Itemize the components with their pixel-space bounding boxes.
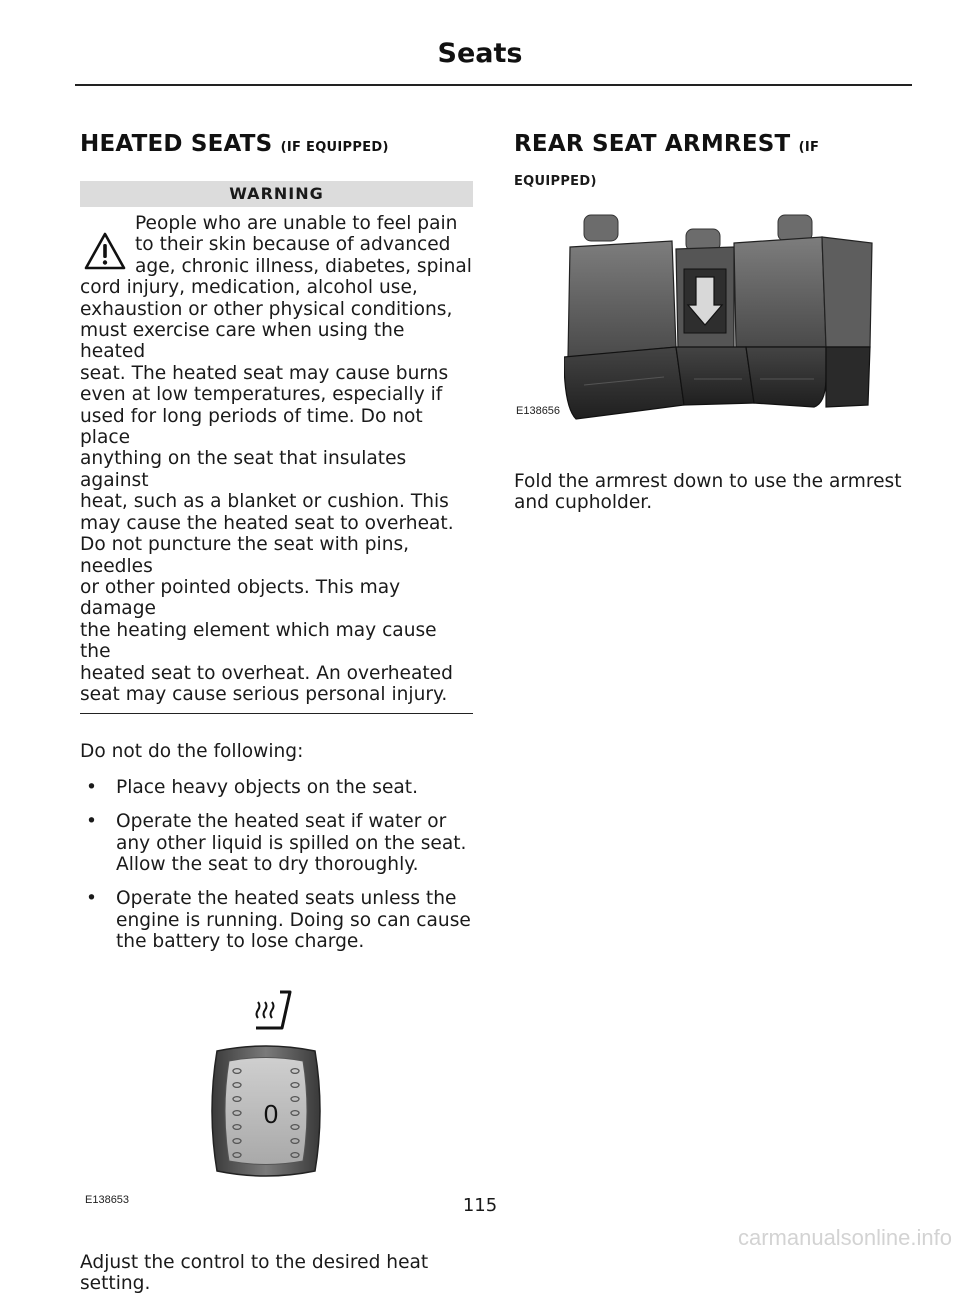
list-item bbox=[80, 777, 473, 798]
heated-seat-icon bbox=[250, 988, 294, 1034]
warning-line: or other pointed objects. This may damage bbox=[80, 576, 401, 620]
warning-triangle-icon bbox=[83, 231, 127, 271]
right-column bbox=[514, 128, 914, 514]
warning-line: age, chronic illness, diabetes, spinal bbox=[135, 255, 472, 277]
warning-line: may cause the heated seat to overheat. bbox=[80, 512, 454, 534]
heated-seats-heading-suffix: (IF EQUIPPED) bbox=[280, 140, 389, 155]
figure-code: E138653 bbox=[85, 1193, 130, 1206]
warning-line: heated seat to overheat. An overheated bbox=[80, 662, 453, 684]
warning-line: the heating element which may cause the bbox=[80, 619, 437, 663]
rear-seat-armrest-figure bbox=[514, 207, 914, 447]
watermark-text: carmanualsonline.info bbox=[737, 1225, 952, 1250]
warning-text-block bbox=[80, 213, 473, 705]
warning-line: even at low temperatures, especially if bbox=[80, 384, 443, 406]
bullet-icon: • bbox=[86, 776, 97, 798]
list-item-text: Operate the heated seat if water or any other liquid is spilled on the seat. Allow the seat to dry thoroughly. bbox=[116, 811, 467, 875]
figure-code: E138656 bbox=[516, 405, 561, 417]
armrest-instruction: Fold the armrest down to use the armrest and cupholder. bbox=[514, 471, 902, 514]
knob-position-label: 0 bbox=[263, 1098, 279, 1129]
warning-line: seat may cause serious personal injury. bbox=[80, 683, 448, 705]
warning-line: exhaustion or other physical conditions, bbox=[80, 298, 453, 320]
warning-line: heat, such as a blanket or cushion. This bbox=[80, 491, 449, 513]
list-item bbox=[80, 811, 473, 875]
bullet-icon: • bbox=[86, 811, 97, 833]
warning-line: People who are unable to feel pain bbox=[135, 213, 458, 234]
heat-instruction: Adjust the control to the desired heat setting. bbox=[80, 1251, 429, 1294]
header-divider bbox=[75, 84, 912, 86]
rear-armrest-heading bbox=[514, 128, 914, 164]
do-not-list bbox=[80, 777, 473, 953]
list-item-text: Operate the heated seats unless the engine is running. Doing so can cause the battery to lose charge. bbox=[116, 888, 471, 953]
warning-line: to their skin because of advanced bbox=[135, 234, 451, 256]
warning-line: anything on the seat that insulates against bbox=[80, 448, 407, 491]
page-header-title: Seats bbox=[437, 38, 523, 69]
heated-seats-heading-text: HEATED SEATS bbox=[80, 131, 273, 157]
left-column bbox=[80, 128, 473, 1294]
page-number: 115 bbox=[462, 1195, 498, 1216]
list-item-text: Place heavy objects on the seat. bbox=[116, 776, 418, 798]
list-item bbox=[80, 888, 473, 952]
rear-armrest-heading-suffix: (IF bbox=[798, 140, 820, 155]
rear-armrest-heading-cont: EQUIPPED) bbox=[514, 174, 597, 189]
do-not-intro: Do not do the following: bbox=[80, 741, 304, 763]
heat-control-knob-icon bbox=[207, 1043, 325, 1178]
rear-armrest-heading-text: REAR SEAT ARMREST bbox=[514, 131, 791, 157]
heated-seats-heading bbox=[80, 128, 473, 164]
warning-line: used for long periods of time. Do not place bbox=[80, 405, 423, 449]
warning-line: Do not puncture the seat with pins, needles bbox=[80, 534, 410, 577]
rear-seat-illustration-icon bbox=[564, 207, 876, 433]
warning-end-divider bbox=[80, 713, 473, 714]
warning-line: must exercise care when using the heated bbox=[80, 320, 405, 363]
warning-label: WARNING bbox=[80, 181, 473, 207]
warning-line: seat. The heated seat may cause burns bbox=[80, 362, 449, 384]
bullet-icon: • bbox=[86, 888, 97, 910]
warning-line: cord injury, medication, alcohol use, bbox=[80, 277, 418, 299]
